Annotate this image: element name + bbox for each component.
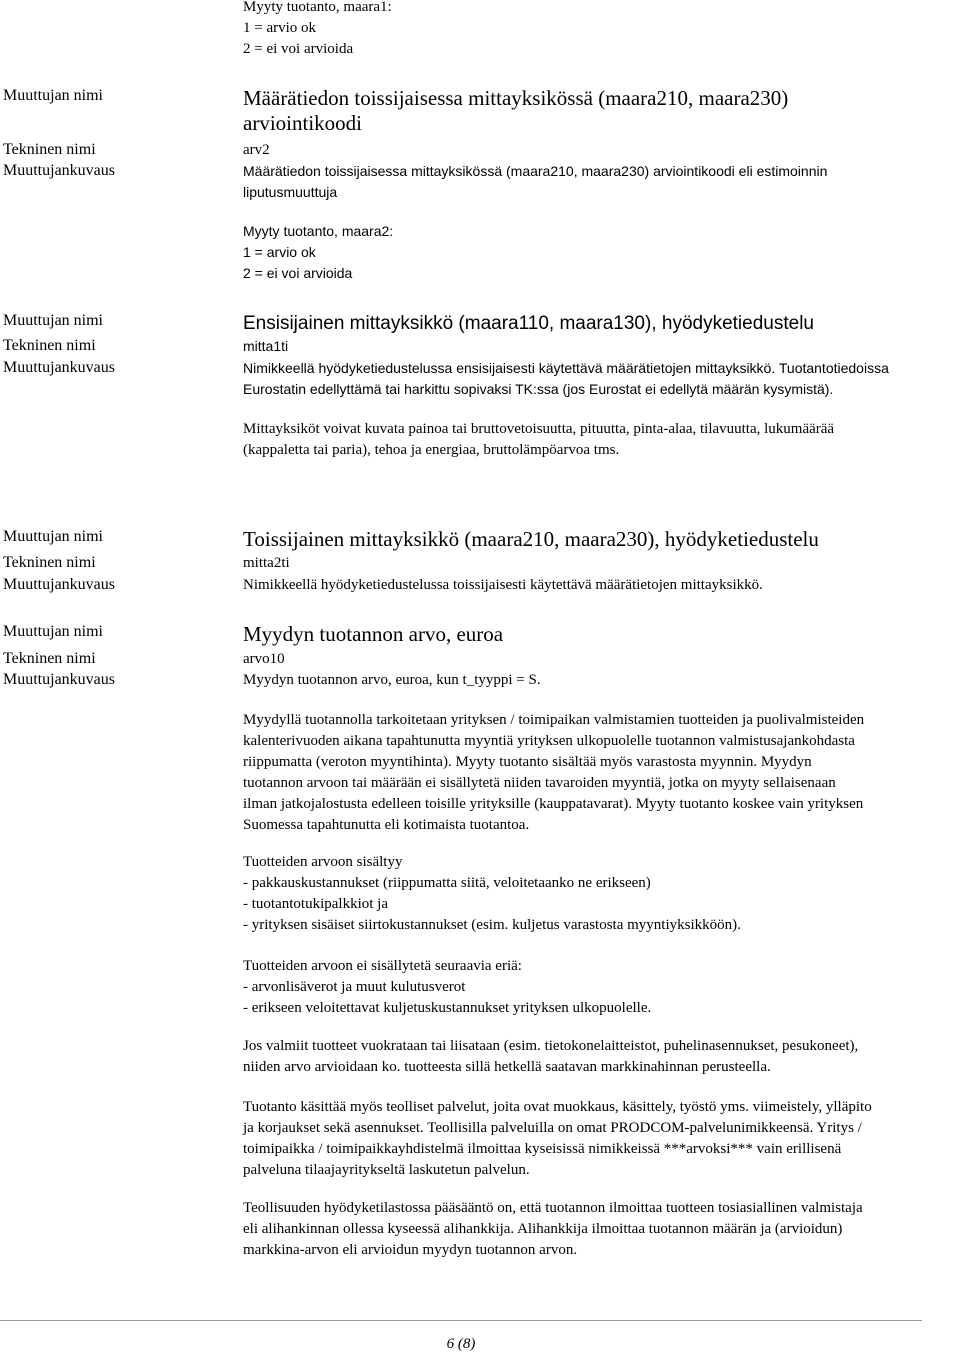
paragraph-line: eli alihankinnan ollessa kyseessä alihankkija. Alihankkija ilmoittaa tuotannon määrän ja (arvioidun) — [243, 1221, 843, 1237]
paragraph-line: - tuotantotukipalkkiot ja — [243, 896, 388, 912]
label-name: Muuttujan nimi — [3, 87, 103, 104]
variable-title-line: Määrätiedon toissijaisessa mittayksikössä (maara210, maara230) — [243, 86, 789, 110]
note-line: 2 = ei voi arvioida — [243, 265, 353, 281]
paragraph — [243, 852, 960, 936]
paragraph-line: riippumatta (veroton myyntihinta). Myyty tuotanto sisältää myös varastosta myynnin. Myydyn — [243, 754, 812, 770]
paragraph-line: Tuotteiden arvoon ei sisällytetä seuraavia eriä: — [243, 958, 522, 974]
description-line: Myydyn tuotannon arvo, euroa, kun t_tyyppi = S. — [243, 672, 541, 688]
paragraph-line: Jos valmiit tuotteet vuokrataan tai liisataan (esim. tietokonelaitteistot, puhelinasennukset, pesukoneet), — [243, 1038, 859, 1054]
paragraph-line: ja korjaukset sekä asennukset. Teollisilla palveluilla on omat PRODCOM-palvelunimikkeensä. Yritys / — [243, 1120, 862, 1136]
variable-tech-name: arv2 — [243, 142, 270, 158]
variable-title-line: Toissijainen mittayksikkö (maara210, maara230), hyödyketiedustelu — [243, 527, 819, 551]
paragraph-line: markkina-arvon eli arvioidun myydyn tuotannon arvon. — [243, 1242, 578, 1258]
variable-tech-name: mitta1ti — [243, 338, 289, 354]
paragraph-line: Tuotanto käsittää myös teolliset palvelut, joita ovat muokkaus, käsittely, työstö yms. viimeistely, ylläpito — [243, 1099, 872, 1115]
footer-divider — [0, 1320, 922, 1321]
label-desc: Muuttujankuvaus — [3, 671, 115, 688]
variable-note — [243, 221, 960, 284]
note-line: Mittayksiköt voivat kuvata painoa tai bruttovetoisuutta, pituutta, pinta-alaa, tilavuutta, lukumäärää — [243, 421, 835, 437]
paragraph — [243, 956, 960, 1019]
paragraph-line: palveluna tilaajayritykseltä laskutetun palvelun. — [243, 1162, 530, 1178]
paragraph-line: niiden arvo arvioidaan ko. tuotteesta sillä hetkellä saatavan markkinahinnan perusteella. — [243, 1059, 771, 1075]
paragraph-line: - arvonlisäverot ja muut kulutusverot — [243, 979, 466, 995]
description-line: Eurostatin edellyttämä tai harkittu sopivaksi TK:ssa (jos Eurostat ei edellytä määrän kysymistä). — [243, 381, 834, 397]
label-tech: Tekninen nimi — [3, 337, 96, 354]
top-note — [243, 0, 960, 60]
description-line: Nimikkeellä hyödyketiedustelussa toissijaisesti käytettävä määrätietojen mittayksikkö. — [243, 577, 763, 593]
page-number: 6 (8) — [446, 1336, 476, 1352]
variable-title-line: Myydyn tuotannon arvo, euroa — [243, 622, 504, 646]
paragraph — [243, 1198, 960, 1261]
paragraph-line: kalenterivuoden aikana tapahtunutta myyntiä yrityksen ulkopuolelle tuotannon valmistusajankohdasta — [243, 733, 855, 749]
variable-description — [243, 358, 960, 400]
label-name: Muuttujan nimi — [3, 312, 103, 329]
paragraph-line: - yrityksen sisäiset siirtokustannukset (esim. kuljetus varastosta myyntiyksikköön). — [243, 917, 741, 933]
description-line: liputusmuuttuja — [243, 184, 338, 200]
variable-tech-name: arvo10 — [243, 651, 285, 667]
paragraph-line: tuotannon arvoon tai määrään ei sisällytetä niiden tavaroiden myyntiä, jotka on myyty sellaisenaan — [243, 775, 836, 791]
paragraph-line: Tuotteiden arvoon sisältyy — [243, 854, 403, 870]
top-note-line: Myyty tuotanto, maara1: — [243, 0, 392, 15]
paragraph-line: Suomessa tapahtunutta eli kotimaista tuotantoa. — [243, 817, 530, 833]
paragraph — [243, 1036, 960, 1078]
top-note-line: 1 = arvio ok — [243, 20, 317, 36]
paragraph-line: Myydyllä tuotannolla tarkoitetaan yrityksen / toimipaikan valmistamien tuotteiden ja puolivalmisteiden — [243, 712, 865, 728]
paragraph-line: - erikseen veloitettavat kuljetuskustannukset yrityksen ulkopuolelle. — [243, 1000, 652, 1016]
paragraph-line: Teollisuuden hyödyketilastossa pääsääntö on, että tuotannon ilmoittaa tuotteen tosiasiallinen valmistaja — [243, 1200, 863, 1216]
variable-note — [243, 419, 960, 461]
label-desc: Muuttujankuvaus — [3, 162, 115, 179]
variable-description — [243, 670, 960, 691]
variable-description — [243, 161, 960, 203]
label-tech: Tekninen nimi — [3, 650, 96, 667]
paragraph — [243, 710, 960, 836]
variable-title — [243, 311, 960, 336]
note-line: 1 = arvio ok — [243, 244, 316, 260]
note-line: (kappaletta tai paria), tehoa ja energiaa, bruttolämpöarvoa tms. — [243, 442, 620, 458]
label-desc: Muuttujankuvaus — [3, 576, 115, 593]
variable-title — [243, 86, 960, 136]
label-desc: Muuttujankuvaus — [3, 359, 115, 376]
description-line: Nimikkeellä hyödyketiedustelussa ensisijaisesti käytettävä määrätietojen mittayksikkö. Tuotantotiedoissa — [243, 360, 889, 376]
variable-title-line: Ensisijainen mittayksikkö (maara110, maara130), hyödyketiedustelu — [243, 313, 814, 334]
variable-title — [243, 527, 960, 552]
label-name: Muuttujan nimi — [3, 528, 103, 545]
paragraph-line: toimipaikka / toimipaikkayhdistelmä ilmoittaa kyseisissä nimikkeissä ***arvoksi*** vain erillisenä — [243, 1141, 842, 1157]
label-tech: Tekninen nimi — [3, 554, 96, 571]
paragraph — [243, 1097, 960, 1181]
note-line: Myyty tuotanto, maara2: — [243, 223, 394, 239]
paragraph-line: ilman jatkojalostusta edelleen toisille yrityksille (kauppatavarat). Myyty tuotanto koskee vain yrityksen — [243, 796, 864, 812]
variable-description — [243, 575, 960, 596]
label-name: Muuttujan nimi — [3, 623, 103, 640]
variable-title — [243, 622, 960, 647]
top-note-line: 2 = ei voi arvioida — [243, 41, 354, 57]
paragraph-line: - pakkauskustannukset (riippumatta siitä, veloitetaanko ne erikseen) — [243, 875, 651, 891]
description-line: Määrätiedon toissijaisessa mittayksikössä (maara210, maara230) arviointikoodi eli estimoinnin — [243, 163, 828, 179]
label-tech: Tekninen nimi — [3, 141, 96, 158]
variable-title-line: arviointikoodi — [243, 111, 362, 135]
variable-tech-name: mitta2ti — [243, 555, 290, 571]
